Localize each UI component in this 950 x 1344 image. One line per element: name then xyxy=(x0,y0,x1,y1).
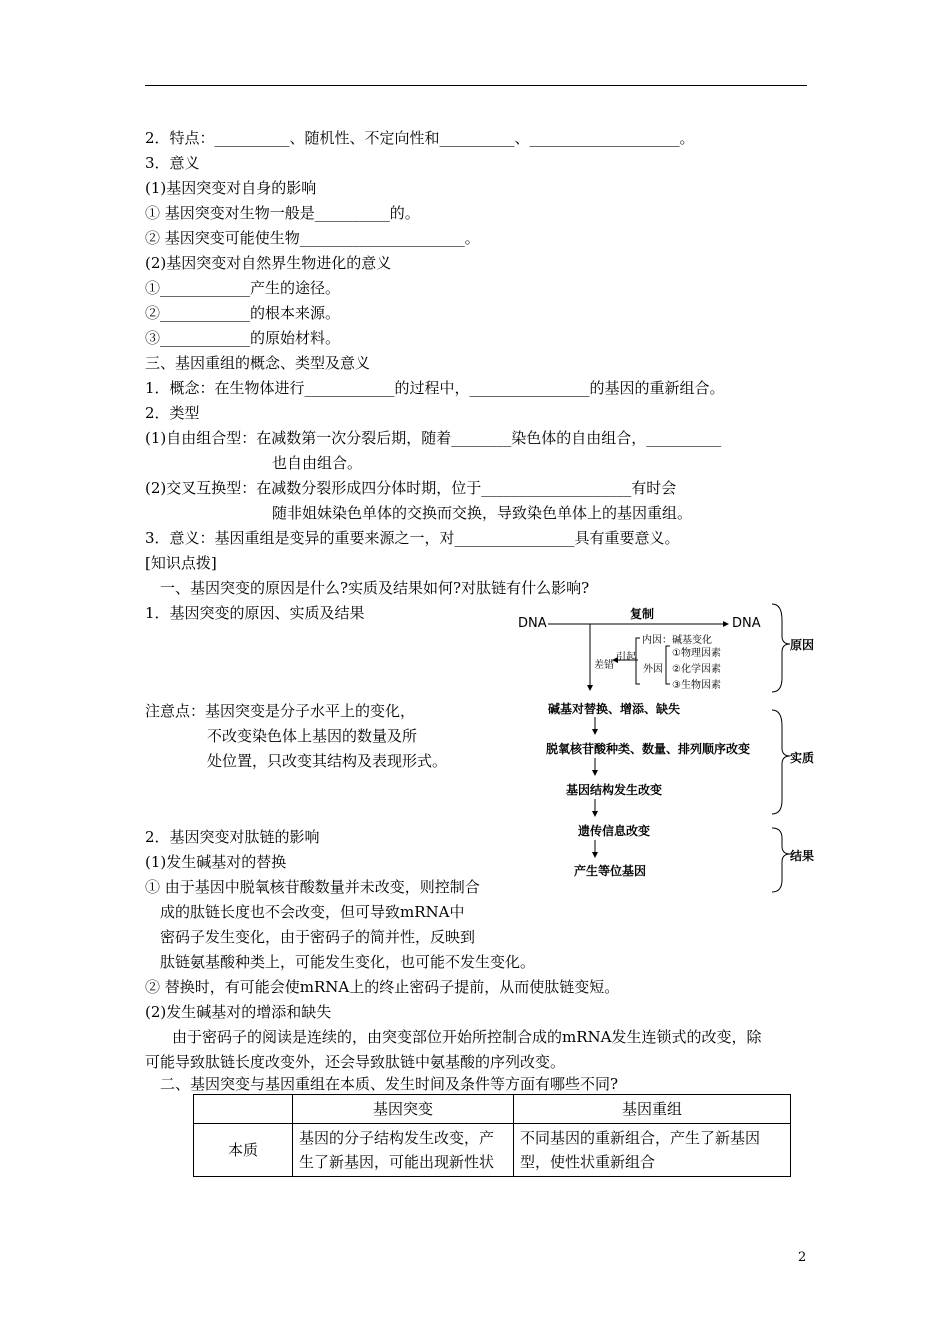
brace-label-essence: 实质 xyxy=(790,751,815,765)
text-line: ②____________的根本来源。 xyxy=(145,304,341,322)
note-line: 注意点：基因突变是分子水平上的变化， xyxy=(145,702,416,720)
table-cell-recombination: 不同基因的重新组合，产生了新基因型，使性状重新组合 xyxy=(514,1124,791,1177)
cause-trigger-label: 引起 xyxy=(616,652,636,663)
note-line: 不改变染色体上基因的数量及所 xyxy=(207,727,418,745)
text-line: 1．基因突变的原因、实质及结果 xyxy=(145,604,365,622)
text-line: 2．基因突变对肽链的影响 xyxy=(145,828,320,846)
text-line: ② 基因突变可能使生物______________________。 xyxy=(145,229,480,247)
text-line: 密码子发生变化，由于密码子的简并性，反映到 xyxy=(160,928,476,946)
text-line: 随非姐妹染色单体的交换而交换，导致染色单体上的基因重组。 xyxy=(272,504,693,522)
text-line: 肽链氨基酸种类上，可能发生变化，也可能不发生变化。 xyxy=(160,953,536,971)
header-rule xyxy=(145,85,807,86)
factor-chemical: ②化学因素 xyxy=(672,664,721,675)
mutation-flow-diagram xyxy=(510,600,820,895)
table-row xyxy=(194,1124,791,1177)
section-heading: 三、基因重组的概念、类型及意义 xyxy=(145,354,371,372)
internal-cause-label: 内因：碱基变化 xyxy=(642,635,712,646)
question-line: 一、基因突变的原因是什么?实质及结果如何?对肽链有什么影响? xyxy=(160,579,590,597)
factor-physical: ①物理因素 xyxy=(672,648,721,659)
text-line: 可能导致肽链长度改变外，还会导致肽链中氨基酸的序列改变。 xyxy=(145,1053,566,1071)
text-line: 2．特点：__________、随机性、不定向性和__________、____________________。 xyxy=(145,129,695,147)
table-header xyxy=(194,1095,293,1124)
error-label: 差错 xyxy=(594,660,614,671)
table-header: 基因重组 xyxy=(514,1095,791,1124)
section-heading: [知识点拨] xyxy=(145,554,217,572)
comparison-table xyxy=(193,1094,791,1177)
question-line: 二、基因突变与基因重组在本质、发生时间及条件等方面有哪些不同? xyxy=(160,1075,619,1093)
text-line: (1)自由组合型：在减数第一次分裂后期，随着________染色体的自由组合，__________ xyxy=(145,429,722,447)
text-line: (1)发生碱基对的替换 xyxy=(145,853,287,871)
text-line: 成的肽链长度也不会改变，但可导致mRNA中 xyxy=(160,903,465,921)
text-line: 2．类型 xyxy=(145,404,200,422)
step-allele: 产生等位基因 xyxy=(574,864,647,878)
dna-left-label: DNA xyxy=(518,616,547,631)
step-nucleotide-change: 脱氧核苷酸种类、数量、排列顺序改变 xyxy=(546,742,751,756)
table-header-row xyxy=(194,1095,791,1124)
text-line: (1)基因突变对自身的影响 xyxy=(145,179,317,197)
text-line: ① 基因突变对生物一般是__________的。 xyxy=(145,204,420,222)
text-line: ③____________的原始材料。 xyxy=(145,329,341,347)
text-line: ② 替换时，有可能会使mRNA上的终止密码子提前，从而使肽链变短。 xyxy=(145,978,620,996)
step-gene-structure: 基因结构发生改变 xyxy=(566,783,663,797)
brace-label-cause: 原因 xyxy=(790,638,815,652)
factor-biological: ③生物因素 xyxy=(672,680,721,691)
step-genetic-info: 遗传信息改变 xyxy=(578,824,651,838)
table-cell-mutation: 基因的分子结构发生改变，产生了新基因，可能出现新性状 xyxy=(293,1124,514,1177)
text-line: ①____________产生的途径。 xyxy=(145,279,341,297)
text-line: (2)交叉互换型：在减数分裂形成四分体时期，位于____________________有时会 xyxy=(145,479,677,497)
brace-label-result: 结果 xyxy=(790,849,815,863)
text-line: ① 由于基因中脱氧核苷酸数量并未改变，则控制合 xyxy=(145,878,480,896)
note-line: 处位置，只改变其结构及表现形式。 xyxy=(207,752,448,770)
step-base-change: 碱基对替换、增添、缺失 xyxy=(548,702,681,716)
text-line: (2)基因突变对自然界生物进化的意义 xyxy=(145,254,392,272)
text-line: 1．概念：在生物体进行____________的过程中，________________的基因的重新组合。 xyxy=(145,379,725,397)
text-line: (2)发生碱基对的增添和缺失 xyxy=(145,1003,332,1021)
text-line: 3．意义 xyxy=(145,154,200,172)
row-label: 本质 xyxy=(194,1124,293,1177)
external-cause-label: 外因 xyxy=(643,664,663,675)
copy-label: 复制 xyxy=(630,607,655,621)
text-line: 也自由组合。 xyxy=(272,454,363,472)
dna-right-label: DNA xyxy=(732,616,761,631)
table-header: 基因突变 xyxy=(293,1095,514,1124)
text-line: 3．意义：基因重组是变异的重要来源之一，对________________具有重要意义。 xyxy=(145,529,680,547)
page-number: 2 xyxy=(798,1250,807,1265)
text-line: 由于密码子的阅读是连续的，由突变部位开始所控制合成的mRNA发生连锁式的改变，除 xyxy=(172,1028,762,1046)
